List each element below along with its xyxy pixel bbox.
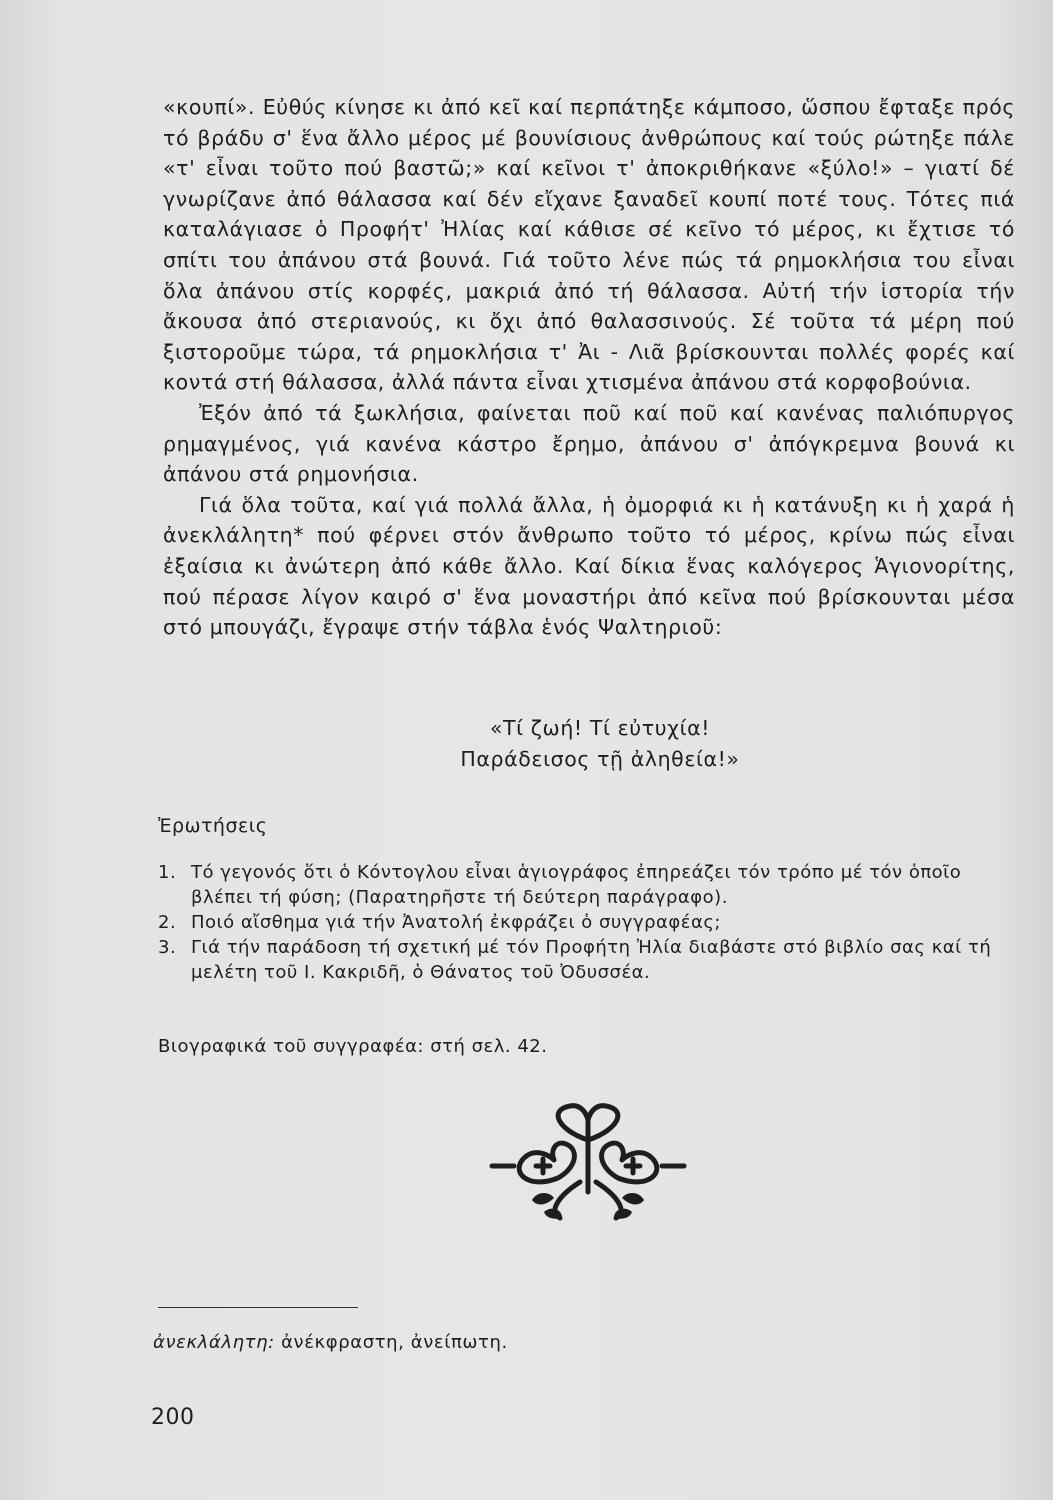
footnote-term: ἀνεκλάλητη: xyxy=(153,1332,275,1353)
quote-line-2: Παράδεισος τῇ ἀληθεία!» xyxy=(460,746,740,771)
question-number: 2. xyxy=(158,912,177,933)
footnote-divider xyxy=(158,1307,358,1308)
question-item xyxy=(158,935,1018,985)
psalter-quote xyxy=(420,713,780,774)
question-item xyxy=(158,860,1018,910)
paragraph-1: «κουπί». Εὐθύς κίνησε κι ἀπό κεῖ καί περπάτηξε κάμποσο, ὥσπου ἔφταξε πρός τό βράδυ σ' ἕνα ἄλλο μέρος μέ βουνίσιους ἀνθρώπους καί τούς ρώτηξε πάλε «τ' εἶναι τοῦτο πού βαστῶ;» καί κεῖνοι τ' ἀποκριθήκανε «ξύλο!» – γιατί δέ γνωρίζανε ἀπό θάλασσα καί δέν εἴχανε ξαναδεῖ κουπί ποτέ τους. Τότες πιά καταλάγιασε ὁ Προφήτ' Ἠλίας καί κάθισε σέ κεῖνο τό μέρος, κι ἔχτισε τό σπίτι του ἀπάνου στά βουνά. Γιά τοῦτο λένε πώς τά ρημοκλήσια του εἶναι ὅλα ἀπάνου στίς κορφές, μακριά ἀπό τή θάλασσα. Αὐτή τήν ἱστορία τήν ἄκουσα ἀπό στεριανούς, κι ὄχι ἀπό θαλασσινούς. Σέ τοῦτα τά μέρη πού ξιστοροῦμε τώρα, τά ρημοκλήσια τ' Ἀι - Λιᾶ βρίσκουνται πολλές φορές καί κοντά στή θάλασσα, ἀλλά πάντα εἶναι χτισμένα ἀπάνου στά κορφοβούνια. xyxy=(163,95,1015,395)
paragraph-2: Ἐξόν ἀπό τά ξωκλήσια, φαίνεται ποῦ καί ποῦ καί κανένας παλιόπυργος ρημαγμένος, γιά κανένα κάστρο ἔρημο, ἀπάνου σ' ἀπόγκρεμνα βουνά κι ἀπάνου στά ρημονήσια. xyxy=(163,400,1015,487)
paragraph-3: Γιά ὅλα τοῦτα, καί γιά πολλά ἄλλα, ἡ ὀμορφιά κι ἡ κατάνυξη κι ἡ χαρά ἡ ἀνεκλάλητη* πού φέρνει στόν ἄνθρωπο τοῦτο τό μέρος, κρίνω πώς εἶναι ἐξαίσια κι ἀνώτερη ἀπό κάθε ἄλλο. Καί δίκια ἕνας καλόγερος Ἁγιονορίτης, πού πέρασε λίγον καιρό σ' ἕνα μοναστήρι ἀπό κεῖνα πού βρίσκουνται μέσα στό μπουγάζι, ἔγραψε στήν τάβλα ἑνός Ψαλτηριοῦ: xyxy=(163,492,1015,640)
quote-line-1: «Τί ζωή! Τί εὐτυχία! xyxy=(489,716,711,740)
floral-ornament-icon xyxy=(488,1100,688,1230)
questions-heading: Ἐρωτήσεις xyxy=(158,815,268,837)
footnote xyxy=(153,1332,508,1353)
main-text xyxy=(163,92,1015,643)
question-number: 3. xyxy=(158,937,177,958)
question-number: 1. xyxy=(158,862,177,883)
question-item xyxy=(158,910,1018,935)
question-text: Γιά τήν παράδοση τή σχετική μέ τόν Προφήτη Ἠλία διαβάστε στό βιβλίο σας καί τή μελέτη τοῦ Ι. Κακριδῆ, ὁ Θάνατος τοῦ Ὀδυσσέα. xyxy=(191,937,992,983)
page-number: 200 xyxy=(151,1405,195,1430)
bio-note: Βιογραφικά τοῦ συγγραφέα: στή σελ. 42. xyxy=(158,1036,548,1057)
footnote-definition: ἀνέκφραστη, ἀνείπωτη. xyxy=(281,1332,508,1353)
questions-list xyxy=(158,860,1018,985)
question-text: Τό γεγονός ὅτι ὁ Κόντογλου εἶναι ἁγιογράφος ἐπηρεάζει τόν τρόπο μέ τόν ὁποῖο βλέπει τή φύση; (Παρατηρῆστε τή δεύτερη παράγραφο). xyxy=(191,862,962,908)
question-text: Ποιό αἴσθημα γιά τήν Ἀνατολή ἐκφράζει ὁ συγγραφέας; xyxy=(191,912,722,933)
